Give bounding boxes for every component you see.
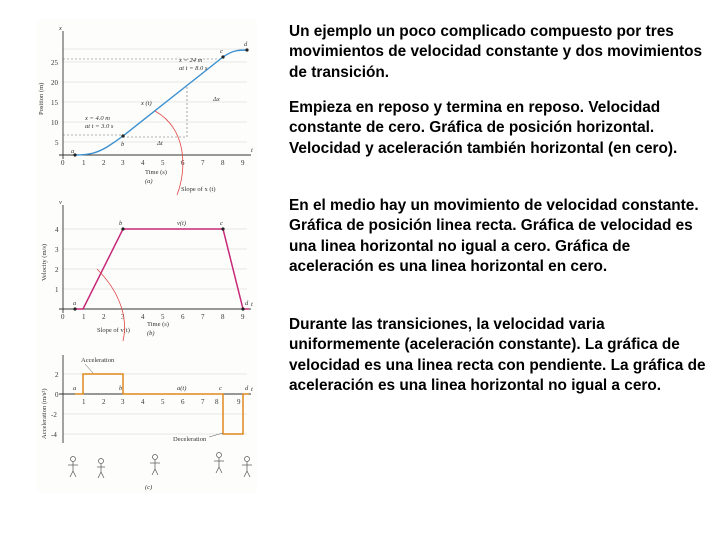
position-ytick: 20	[51, 79, 58, 87]
paragraph-constant-velocity: En el medio hay un movimiento de velocidad constante. Gráfica de posición linea recta. Gráfica de velocidad es una linea horizontal no igual a cero. Gráfica de aceleración es una linea horizontal en cero.	[289, 197, 699, 275]
velocity-ytick: 3	[55, 246, 59, 254]
acceleration-xtick: 5	[161, 398, 165, 406]
position-xtick: 6	[181, 159, 185, 167]
deceleration-label: Deceleration	[173, 436, 207, 443]
acceleration-xtick: 8	[215, 398, 219, 406]
position-annot-top: x = 24 m	[179, 57, 203, 64]
position-xtick: 2	[102, 159, 106, 167]
slope-arrow-position	[155, 111, 183, 195]
stick-figures	[68, 453, 252, 479]
acceleration-xtick: 1	[82, 398, 86, 406]
velocity-caption: (b)	[147, 330, 155, 337]
position-xtick: 9	[241, 159, 245, 167]
position-point-b	[121, 134, 124, 137]
velocity-ytick: 2	[55, 266, 59, 274]
acceleration-ytick: 2	[55, 371, 59, 379]
acceleration-ytick: -4	[51, 431, 57, 439]
acceleration-ytick: -2	[51, 411, 57, 419]
position-xtick: 8	[221, 159, 225, 167]
position-ytick: 15	[51, 99, 58, 107]
position-xtick: 4	[141, 159, 145, 167]
position-xtick: 3	[121, 159, 125, 167]
position-dx: Δx	[213, 96, 220, 103]
velocity-xtick: 3	[121, 313, 125, 321]
position-annot-mid2: at t = 3.0 s	[85, 123, 114, 130]
velocity-xtick: 6	[181, 313, 185, 321]
position-label-a: a	[71, 148, 75, 155]
velocity-graph	[41, 199, 253, 341]
velocity-axis-t-letter: t	[251, 301, 253, 308]
velocity-xtick: 5	[161, 313, 165, 321]
velocity-point-a	[73, 307, 76, 310]
paragraph-intro: Un ejemplo un poco complicado compuesto por tres movimientos de velocidad constante y dos movimientos de transición.	[289, 23, 703, 81]
position-label-c: c	[220, 48, 223, 55]
velocity-xtick: 0	[61, 313, 65, 321]
stick-figure-icon	[68, 457, 78, 478]
velocity-axis-v-letter: v	[59, 199, 62, 206]
paragraph-transitions: Durante las transiciones, la velocidad varia uniformemente (aceleración constante). La gráfica de velocidad es una linea recta con pendiente. La gráfica de aceleración es una linea horizontal no igual a cero.	[289, 316, 706, 394]
position-xtick: 7	[201, 159, 205, 167]
paragraph-rest: Empieza en reposo y termina en reposo. Velocidad constante de cero. Gráfica de posición horizontal. Velocidad y aceleración también horizontal (en cero).	[289, 99, 678, 157]
position-slope-label: Slope of x (t)	[181, 186, 216, 193]
position-xtick: 1	[82, 159, 86, 167]
acceleration-ytick: 0	[55, 391, 59, 399]
position-ylabel: Position (m)	[38, 82, 45, 115]
velocity-xtick: 8	[221, 313, 225, 321]
acceleration-xtick: 2	[102, 398, 106, 406]
acceleration-label: Acceleration	[81, 357, 115, 364]
acceleration-label-a: a	[73, 385, 77, 392]
acceleration-label-d: d	[245, 385, 249, 392]
position-annot-mid: x = 4.0 m	[85, 115, 110, 122]
acceleration-xtick: 4	[141, 398, 145, 406]
velocity-xlabel: Time (s)	[147, 321, 169, 328]
position-caption: (a)	[145, 178, 153, 185]
acceleration-ylabel: Acceleration (m/s²)	[41, 388, 48, 439]
velocity-point-c	[221, 227, 224, 230]
velocity-slope-label: Slope of v(t)	[97, 327, 130, 334]
velocity-ylabel: Velocity (m/s)	[41, 243, 48, 281]
stick-figure-icon	[242, 457, 252, 478]
acceleration-label-b: b	[119, 385, 123, 392]
velocity-ytick: 1	[55, 286, 59, 294]
velocity-label-a: a	[73, 300, 77, 307]
position-label-b: b	[121, 141, 125, 148]
position-point-d	[245, 48, 248, 51]
velocity-label-d: d	[245, 300, 249, 307]
motion-graphs-figure	[37, 19, 257, 493]
position-graph	[38, 25, 253, 195]
velocity-xtick: 9	[241, 313, 245, 321]
position-ytick: 10	[51, 119, 58, 127]
velocity-xtick: 7	[201, 313, 205, 321]
acceleration-a-of-t: a(t)	[177, 385, 187, 392]
acceleration-xtick: 3	[121, 398, 125, 406]
acceleration-axis-t-letter: t	[251, 386, 253, 393]
velocity-point-d	[241, 307, 244, 310]
position-axis-x-letter: x	[59, 25, 62, 32]
velocity-point-b	[121, 227, 124, 230]
velocity-label-c: c	[220, 220, 223, 227]
position-ytick: 5	[55, 139, 59, 147]
position-axis-t-letter: t	[251, 147, 253, 154]
velocity-xtick: 2	[102, 313, 106, 321]
position-xtick: 0	[61, 159, 65, 167]
acceleration-label-c: c	[219, 385, 222, 392]
acceleration-xtick: 7	[201, 398, 205, 406]
position-label-d: d	[244, 41, 248, 48]
position-annot-top2: at t = 8.0 s	[179, 65, 208, 72]
acceleration-caption: (c)	[145, 484, 153, 491]
position-xtick: 5	[161, 159, 165, 167]
acceleration-xtick: 9	[237, 398, 241, 406]
velocity-label-b: b	[119, 220, 123, 227]
velocity-v-of-t: v(t)	[177, 220, 187, 227]
position-point-c	[221, 55, 224, 58]
stick-figure-icon	[97, 459, 105, 479]
position-ytick: 25	[51, 59, 58, 67]
acceleration-xtick: 6	[181, 398, 185, 406]
stick-figure-icon	[150, 455, 160, 476]
stick-figure-icon	[214, 453, 224, 474]
velocity-xtick: 4	[141, 313, 145, 321]
velocity-ytick: 4	[55, 226, 59, 234]
position-dt: Δt	[157, 140, 163, 147]
position-x-of-t: x (t)	[141, 100, 152, 107]
position-xlabel: Time (s)	[145, 169, 167, 176]
velocity-xtick: 1	[82, 313, 86, 321]
